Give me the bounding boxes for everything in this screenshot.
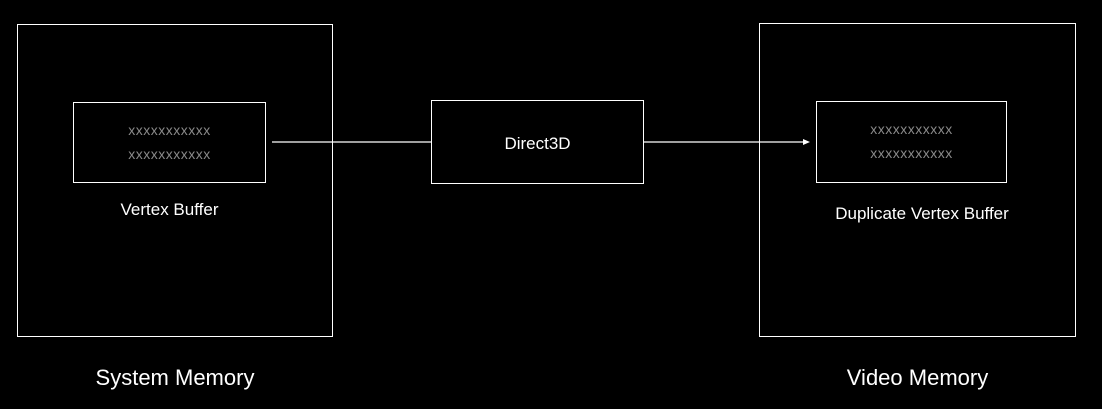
video-memory-label: Video Memory: [846, 365, 989, 390]
system-memory-label: System Memory: [95, 365, 255, 390]
duplicate-vertex-buffer-label: Duplicate Vertex Buffer: [835, 204, 1009, 223]
direct3d-label: Direct3D: [504, 134, 571, 153]
vertex-buffer-row-1: xxxxxxxxxxx: [128, 122, 211, 138]
vertex-buffer-label: Vertex Buffer: [120, 200, 219, 219]
vertex-buffer-row-2: xxxxxxxxxxx: [128, 146, 211, 162]
vertex-buffer-box: [73, 102, 266, 183]
duplicate-vertex-buffer-box: [816, 101, 1007, 183]
duplicate-buffer-row-1: xxxxxxxxxxx: [870, 121, 953, 137]
duplicate-buffer-row-2: xxxxxxxxxxx: [870, 145, 953, 161]
direct3d-box: [431, 100, 644, 184]
